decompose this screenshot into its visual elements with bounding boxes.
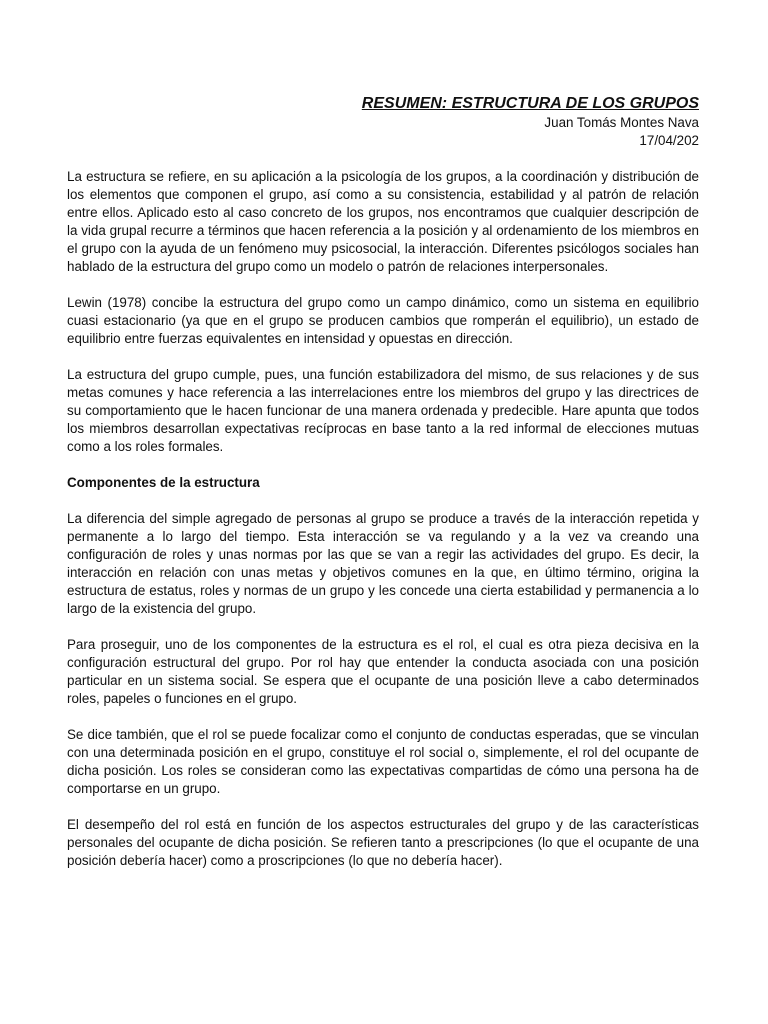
document-date: 17/04/202 [639,133,699,148]
paragraph-section-4: El desempeño del rol está en función de los aspectos estructurales del grupo y de las características personales del ocupante de dicha posición. Se refieren tanto a prescripciones (lo que el ocupante de una posición debería hacer) como a proscripciones (lo que no debería hacer). [67,817,699,868]
section-heading: Componentes de la estructura [67,475,260,490]
paragraph-section-2: Para proseguir, uno de los componentes de la estructura es el rol, el cual es otra pieza decisiva en la configuración estructural del grupo. Por rol hay que entender la conducta asociada con una posición particular en un sistema social. Se espera que el ocupante de una posición lleve a cabo determinados roles, papeles o funciones en el grupo. [67,637,699,706]
paragraph-section-3: Se dice también, que el rol se puede focalizar como el conjunto de conductas esperadas, que se vinculan con una determinada posición en el grupo, constituye el rol social o, simplemente, el rol del ocupante de dicha posición. Los roles se consideran como las expectativas compartidas de cómo una persona ha de comportarse en un grupo. [67,727,699,796]
paragraph-section-1: La diferencia del simple agregado de personas al grupo se produce a través de la interacción repetida y permanente a lo largo del tiempo. Esta interacción se va regulando y a la vez va creando una configuración de roles y unas normas por las que se van a regir las actividades del grupo. Es decir, la interacción en relación con unas metas y objetivos comunes en la que, en último término, origina la estructura de estatus, roles y normas de un grupo y les concede una cierta estabilidad y permanencia a lo largo de la existencia del grupo. [67,511,699,616]
document-title: RESUMEN: ESTRUCTURA DE LOS GRUPOS [361,95,699,112]
document-page [67,94,699,888]
paragraph-intro-2: Lewin (1978) concibe la estructura del grupo como un campo dinámico, como un sistema en equilibrio cuasi estacionario (ya que en el grupo se producen cambios que romperán el equilibrio), un estado de equilibrio entre fuerzas equivalentes en intensidad y opuestas en dirección. [67,295,699,346]
document-author: Juan Tomás Montes Nava [544,115,699,130]
paragraph-intro-3: La estructura del grupo cumple, pues, una función estabilizadora del mismo, de sus relaciones y de sus metas comunes y hace referencia a las interrelaciones entre los miembros del grupo y las directrices de su comportamiento que le hacen funcionar de una manera ordenada y predecible. Hare apunta que todos los miembros desarrollan expectativas recíprocas en base tanto a la red informal de elecciones mutuas como a los roles formales. [67,367,699,454]
paragraph-intro-1: La estructura se refiere, en su aplicación a la psicología de los grupos, a la coordinación y distribución de los elementos que componen el grupo, así como a su consistencia, estabilidad y al patrón de relación entre ellos. Aplicado esto al caso concreto de los grupos, nos encontramos que cualquier descripción de la vida grupal recurre a términos que hacen referencia a la posición y al ordenamiento de los miembros en el grupo con la ayuda de un fenómeno muy psicosocial, la interacción. Diferentes psicólogos sociales han hablado de la estructura del grupo como un modelo o patrón de relaciones interpersonales. [67,169,699,274]
